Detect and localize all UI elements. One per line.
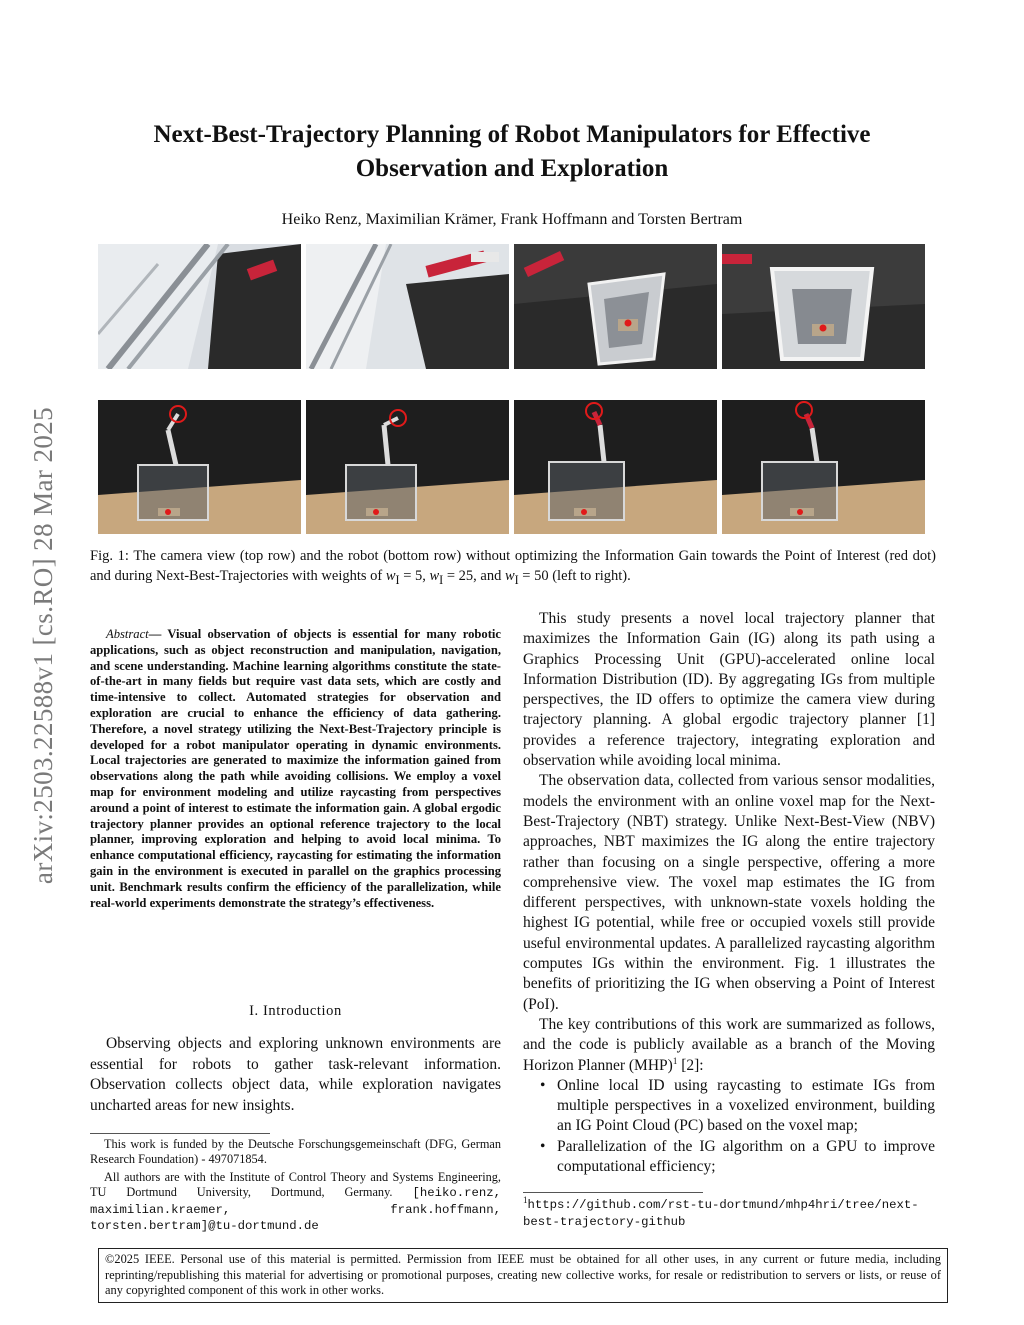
affiliation-footnote [90,1170,501,1235]
title-line-1: Next-Best-Trajectory Planning of Robot Manipulators for Effective [153,121,871,148]
right-paragraph-2: The observation data, collected from various sensor modalities, models the environment with an online voxel map for the Next-Best-Trajectory (NBT) strategy. Unlike Next-Best-View (NBV) approaches, NBT maximizes the IG along the entire trajectory rather than focusing on a single perspective, offering a more comprehensive view. The voxel map estimates the IG from different perspectives, with unknown-state voxels holding the highest IG potential, while free or occupied voxels still provide useful environmental updates. A parallelized raycasting algorithm computes IGs within the environment. Fig. 1 illustrates the benefits of prioritizing the IG when observing a Point of Interest (PoI). [523,772,935,1013]
robot-view-panel-4 [722,400,925,534]
abstract-lead: Abstract [106,627,149,641]
author-emails: [heiko.renz, maximilian.kraemer, frank.hoffmann, torsten.bertram]@tu-dortmund.de [90,1186,501,1234]
contributions-list [523,1076,935,1177]
abstract-text: — Visual observation of objects is essential for many robotic applications, such as object reconstruction and manipulation, navigation, and scene understanding. Machine learning algorithms constitute the state-of-the-art in many fields but require vast data sets, which are costly and time-intensive to collect. Automated strategies for observation and exploration are crucial to enhance the efficiency of data gathering. Therefore, a novel strategy utilizing the Next-Best-Trajectory principle is developed for a robot manipulator operating in dynamic environments. Local trajectories are generated to maximize the information gained from observations along the path while avoiding collisions. We employ a voxel map for environment modeling and utilize raycasting from perspectives around a point of interest to estimate the information gain. A global ergodic trajectory planner provides an optional reference trajectory to the local planner, improving exploration and helping to avoid local minima. To enhance computational efficiency, raycasting for estimating the information gain in the environment is executed in parallel on the graphics processing unit. Benchmark results confirm the efficiency of the parallelization, while real-world experiments demonstrate the strategy’s effectiveness. [90,627,501,910]
figure-1 [98,244,926,534]
right-column [523,609,935,1177]
weight-symbol-3: w [504,568,515,584]
footnote-mark: 1 [523,1194,528,1205]
weight-symbol-1: w [385,568,396,584]
code-footnote [523,1196,935,1230]
caption-text: Fig. 1: The camera view (top row) and the robot (bottom row) without optimizing the Information Gain towards the Point of Interest (red dot) and during Next-Best-Trajectories with weights of [90,548,936,584]
footnote-divider-right [523,1192,703,1193]
footnote-mark-1: 1 [672,1055,678,1066]
footnotes-left [90,1137,501,1236]
right-paragraph-1: This study presents a novel local trajectory planner that maximizes the Information Gain (IG) along its path using a Graphics Processing Unit (GPU)-accelerated online local Information Distribution (ID). By aggregating IGs from multiple perspectives, the ID offers to optimize the camera view during trajectory planning. A global ergodic trajectory planner [1] provides a reference trajectory, integrating exploration and observation while avoiding local minima. [523,610,935,770]
robot-view-panel-1 [98,400,301,534]
weight-value-2: = 25, and [443,568,505,584]
arxiv-id: arXiv:2503.22588v1 [cs.RO] 28 Mar 2025 [28,406,59,884]
code-repository-link[interactable]: https://github.com/rst-tu-dortmund/mhp4hri/tree/next-best-trajectory-github [523,1198,919,1229]
paper-title [100,118,924,186]
weight-subscript-3: I [514,572,519,587]
contribution-item: • Online local ID using raycasting to estimate IGs from multiple perspectives in a voxelized environment, building an IG Point Cloud (PC) based on the voxel map; [557,1076,935,1137]
robot-view-panel-2 [306,400,509,534]
weight-subscript-2: I [439,572,444,587]
weight-value-1: = 5, [399,568,430,584]
weight-value-3: = 50 (left to right). [518,568,631,584]
weight-subscript-1: I [395,572,400,587]
right-paragraph-3 [523,1015,935,1076]
weight-symbol-2: w [429,568,440,584]
title-line-2: Observation and Exploration [355,155,669,182]
section-heading-introduction: I. Introduction [249,1003,342,1019]
contributions-intro: The key contributions of this work are summarized as follows, and the code is publicly available as a branch of the Moving Horizon Planner (MHP) [523,1015,935,1074]
camera-view-panel-4 [722,244,925,369]
contributions-citation: [2]: [677,1056,704,1074]
introduction-paragraph: Observing objects and exploring unknown environments are essential for robots to gather task-relevant information. Observation collects object data, while exploration navigates uncharted areas for new insights. [90,1035,501,1114]
robot-view-panel-3 [514,400,717,534]
affiliation-text: All authors are with the Institute of Control Theory and Systems Engineering, TU Dortmund University, Dortmund, Germany. [90,1169,501,1200]
arxiv-identifier-stamp [20,345,68,945]
camera-view-panel-1 [98,244,301,369]
footnote-divider-left [90,1133,270,1134]
contribution-item: • Parallelization of the IG algorithm on a GPU to improve computational efficiency; [557,1137,935,1178]
copyright-notice: ©2025 IEEE. Personal use of this material is permitted. Permission from IEEE must be obtained for all other uses, in any current or future media, including reprinting/republishing this material for advertising or promotional purposes, creating new collective works, for resale or redistribution to servers or lists, or reuse of any copyrighted component of this work in other works. [98,1248,948,1303]
camera-view-panel-2 [306,244,509,369]
author-list: Heiko Renz, Maximilian Krämer, Frank Hoffmann and Torsten Bertram [281,211,743,228]
camera-view-panel-3 [514,244,717,369]
abstract [90,627,501,911]
funding-footnote: This work is funded by the Deutsche Forschungsgemeinschaft (DFG, German Research Foundation) - 497071854. [90,1137,501,1167]
figure-1-caption [90,546,936,590]
